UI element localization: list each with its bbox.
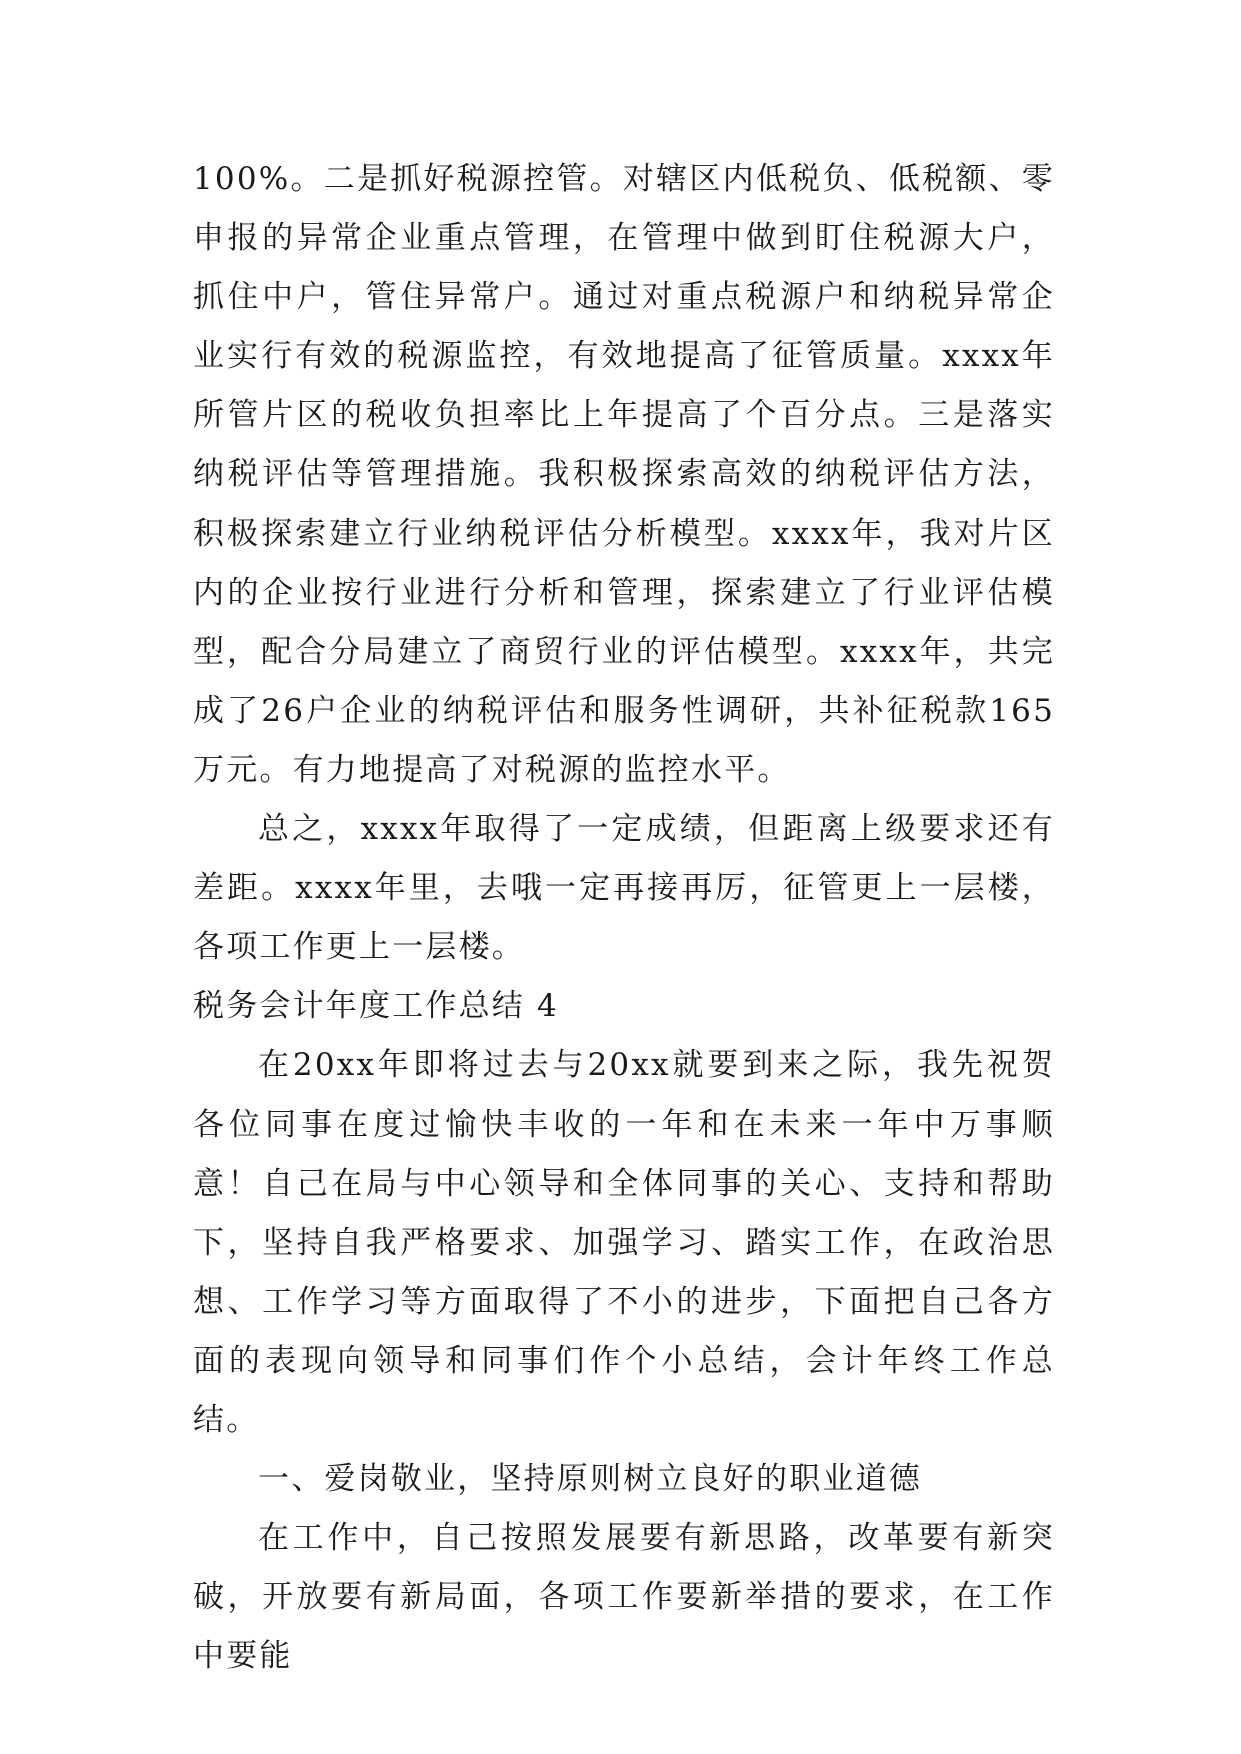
body-paragraph: 总之，xxxx年取得了一定成绩，但距离上级要求还有差距。xxxx年里，去哦一定再接再厉，征管更上一层楼，各项工作更上一层楼。 [193,811,1055,966]
body-paragraph: 在20xx年即将过去与20xx就要到来之际，我先祝贺各位同事在度过愉快丰收的一年和在未来一年中万事顺意！自己在局与中心领导和全体同事的关心、支持和帮助下，坚持自我严格要求、加强学习、踏实工作，在政治思想、工作学习等方面取得了不小的进步，下面把自己各方面的表现向领导和同事们作个小总结，会计年终工作总结。 [193,1047,1055,1438]
document-page [193,150,1055,1686]
body-paragraph: 在工作中，自己按照发展要有新思路，改革要有新突破，开放要有新局面，各项工作要新举措的要求，在工作中要能 [193,1520,1055,1675]
body-paragraph: 100%。二是抓好税源控管。对辖区内低税负、低税额、零申报的异常企业重点管理，在管理中做到盯住税源大户，抓住中户，管住异常户。通过对重点税源户和纳税异常企业实行有效的税源监控，有效地提高了征管质量。xxxx年所管片区的税收负担率比上年提高了个百分点。三是落实纳税评估等管理措施。我积极探索高效的纳税评估方法，积极探索建立行业纳税评估分析模型。xxxx年，我对片区内的企业按行业进行分析和管理，探索建立了行业评估模型，配合分局建立了商贸行业的评估模型。xxxx年，共完成了26户企业的纳税评估和服务性调研，共补征税款165万元。有力地提高了对税源的监控水平。 [193,161,1055,788]
section-title: 税务会计年度工作总结 4 [193,988,559,1025]
subheading: 一、爱岗敬业，坚持原则树立良好的职业道德 [258,1461,922,1498]
